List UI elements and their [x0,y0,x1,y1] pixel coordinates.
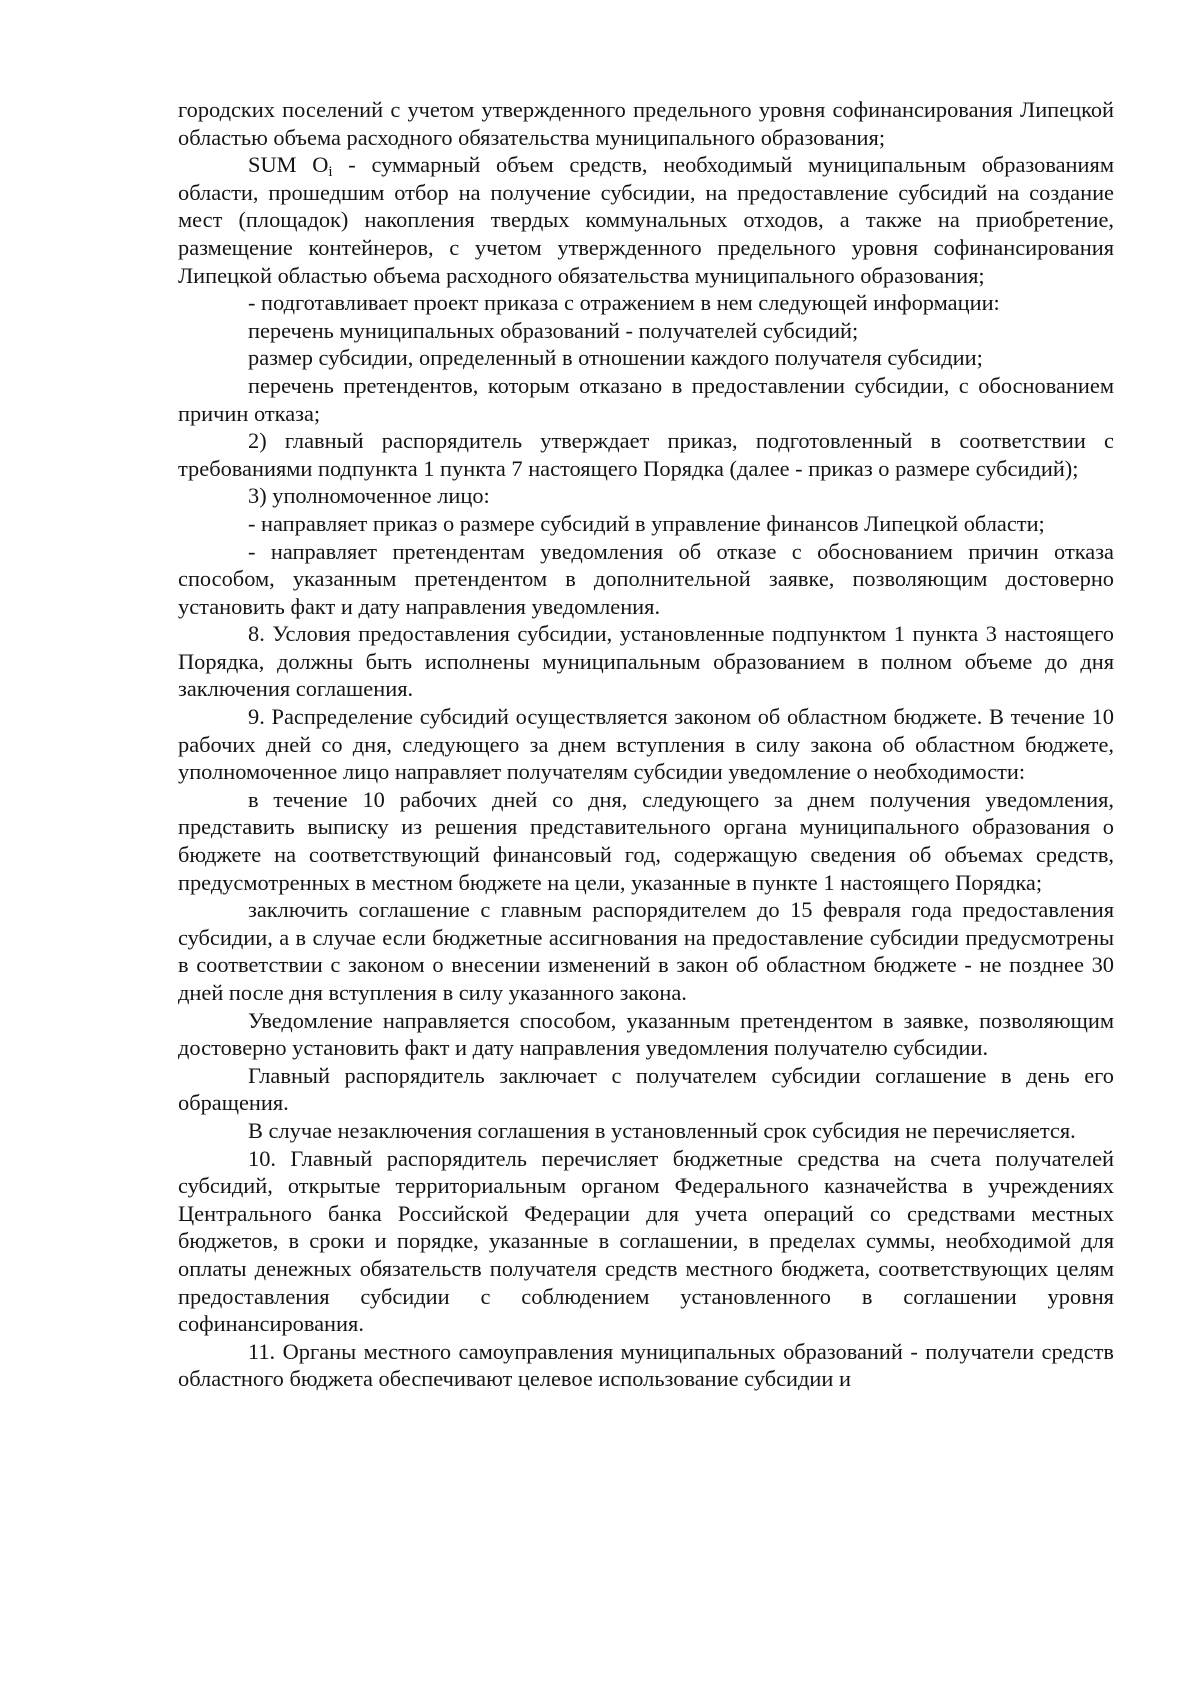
paragraph: - направляет приказ о размере субсидий в управление финансов Липецкой области; [248,510,1045,536]
paragraph-item-8: 8. Условия предоставления субсидии, установленные подпунктом 1 пункта 3 настоящего Порядка, должны быть исполнены муниципальным образованием в полном объеме до дня заключения соглашения. [178,621,1114,702]
document-page [178,96,1114,1393]
paragraph: 3) уполномоченное лицо: [248,483,490,509]
paragraph: В случае незаключения соглашения в установленный срок субсидия не перечисляется. [248,1117,1076,1143]
paragraph: Главный распорядитель заключает с получателем субсидии соглашение в день его обращения. [178,1062,1114,1116]
paragraph: 2) главный распорядитель утверждает приказ, подготовленный в соответствии с требованиями подпункта 1 пункта 7 настоящего Порядка (далее - приказ о размере субсидий); [178,428,1114,481]
paragraph-item-10: 10. Главный распорядитель перечисляет бюджетные средства на счета получателей субсидий, открытые территориальным органом Федерального казначейства в учреждениях Центрального банка Российской Федерации для учета операций со средствами местных бюджетов, в сроки и порядке, указанные в соглашении, в пределах суммы, необходимой для оплаты денежных обязательств получателя средств местного бюджета, соответствующих целям предоставления субсидии с соблюдением установленного в соглашении уровня софинансирования. [178,1145,1114,1337]
paragraph: размер субсидии, определенный в отношении каждого получателя субсидии; [248,345,983,371]
sum-symbol: SUM O [248,152,329,178]
paragraph: - подготавливает проект приказа с отражением в нем следующей информации: [248,290,1000,316]
paragraph: - направляет претендентам уведомления об отказе с обоснованием причин отказа способом, указанным претендентом в дополнительной заявке, позволяющим достоверно установить факт и дату направления уведомления. [178,538,1114,619]
paragraph: перечень муниципальных образований - получателей субсидий; [248,317,859,343]
paragraph: в течение 10 рабочих дней со дня, следующего за днем получения уведомления, представить выписку из решения представительного органа муниципального образования о бюджете на соответствующий финансовый год, содержащую сведения об объемах средств, предусмотренных в местном бюджете на цели, указанные в пункте 1 настоящего Порядка; [178,786,1114,895]
paragraph: Уведомление направляется способом, указанным претендентом в заявке, позволяющим достоверно установить факт и дату направления уведомления получателю субсидии. [178,1007,1114,1061]
paragraph: городских поселений с учетом утвержденного предельного уровня софинансирования Липецкой областью объема расходного обязательства муниципального образования; [178,97,1114,150]
paragraph-sum-definition [178,151,1114,289]
paragraph-item-11: 11. Органы местного самоуправления муниципальных образований - получатели средств областного бюджета обеспечивают целевое использование субсидии и [178,1338,1114,1392]
sum-definition-text: - суммарный объем средств, необходимый муниципальным образованиям области, прошедшим отбор на получение субсидии, на предоставление субсидий на создание мест (площадок) накопления твердых коммунальных отходов, а также на приобретение, размещение контейнеров, с учетом утвержденного предельного уровня софинансирования Липецкой областью объема расходного обязательства муниципального образования; [178,152,1114,288]
sum-subscript: i [328,164,333,181]
paragraph: перечень претендентов, которым отказано в предоставлении субсидии, с обоснованием причин отказа; [178,372,1114,426]
paragraph: заключить соглашение с главным распорядителем до 15 февраля года предоставления субсидии, а в случае если бюджетные ассигнования на предоставление субсидии предусмотрены в соответствии с законом о внесении изменений в закон об областном бюджете - не позднее 30 дней после дня вступления в силу указанного закона. [178,897,1114,1005]
paragraph-item-9: 9. Распределение субсидий осуществляется законом об областном бюджете. В течение 10 рабочих дней со дня, следующего за днем вступления в силу закона об областном бюджете, уполномоченное лицо направляет получателям субсидии уведомление о необходимости: [178,704,1114,785]
